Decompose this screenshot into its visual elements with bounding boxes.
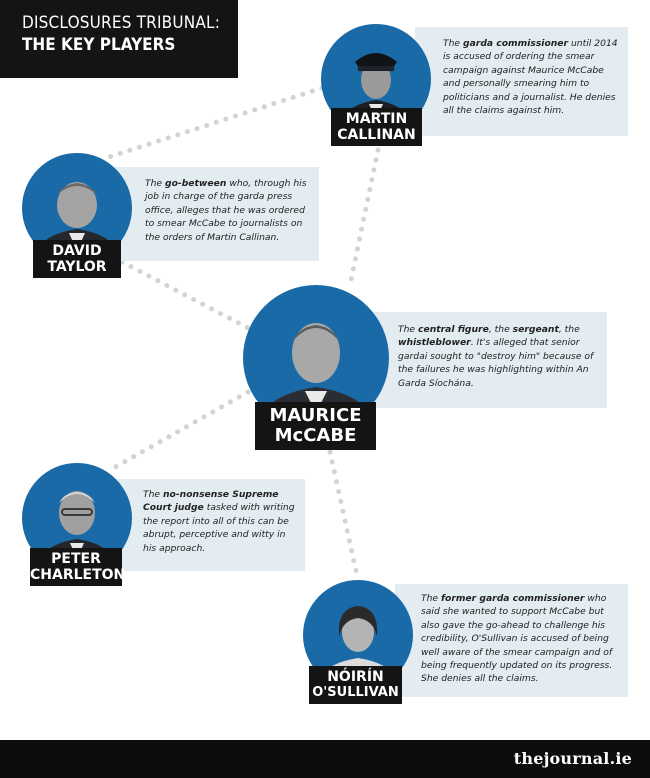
charleton-name-tag: PETER CHARLETON [30, 548, 122, 586]
brand-logo[interactable]: thejournal.ie [513, 749, 632, 768]
osullivan-name-tag: NÓIRÍN O'SULLIVAN [309, 666, 402, 704]
callinan-description: The garda commissioner until 2014 is accused of ordering the smear campaign against Maurice McCabe and personally smearing him to politicians and a journalist. He denies all the claims against him. [415, 27, 628, 136]
connector-callinan-mccabe [350, 150, 378, 285]
connector-taylor-mccabe [122, 262, 252, 330]
connector-mccabe-osullivan [330, 452, 358, 580]
title-line-2: THE KEY PLAYERS [22, 35, 176, 55]
footer-bar [0, 740, 650, 778]
connector-callinan-taylor [106, 88, 322, 158]
osullivan-description: The former garda commissioner who said she wanted to support McCabe but also gave the go-ahead to challenge his credibility, O'Sullivan is accused of being well aware of the smear campaign and of being frequently updated on its progress. She denies all the claims. [395, 584, 628, 697]
mccabe-description: The central figure, the sergeant, the whistleblower. It's alleged that senior gardai sought to "destroy him" because of the failures he was highlighting within An Garda Síochána. [362, 312, 607, 408]
taylor-description: The go-between who, through his job in charge of the garda press office, alleges that he was ordered to smear McCabe to journalists on the orders of Martin Callinan. [115, 167, 319, 261]
title-line-1: DISCLOSURES TRIBUNAL: [22, 13, 221, 33]
connector-mccabe-charleton [110, 392, 248, 470]
taylor-name-tag: DAVID TAYLOR [33, 240, 121, 278]
charleton-description: The no-nonsense Supreme Court judge tasked with writing the report into all of this can be abrupt, perceptive and witty in his approach. [115, 479, 305, 571]
callinan-name-tag: MARTIN CALLINAN [331, 108, 422, 146]
mccabe-name-tag: MAURICE McCABE [255, 402, 376, 450]
